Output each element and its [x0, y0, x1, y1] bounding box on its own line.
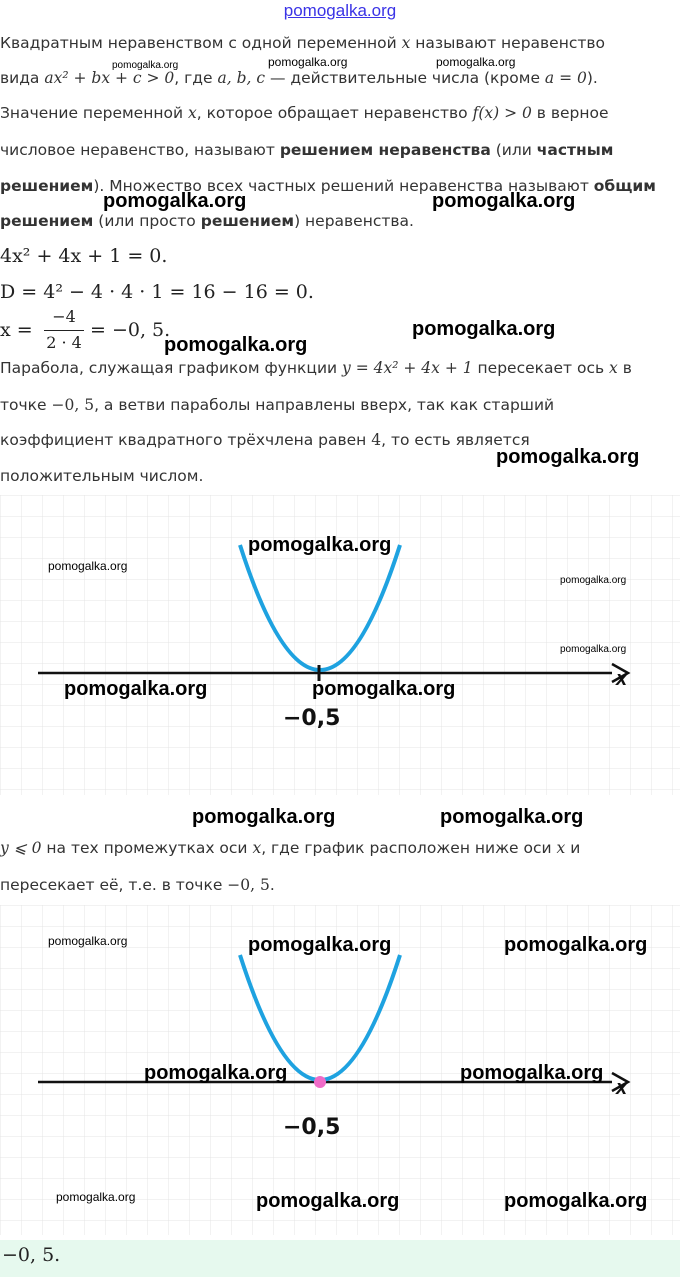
watermark: pomogalka.org [432, 190, 576, 212]
watermark: pomogalka.org [412, 318, 556, 340]
definition-line-4: числовое неравенство, называют решением неравенства (или частным [0, 141, 614, 159]
answer-box [0, 1240, 680, 1277]
definition-line-5: решением). Множество всех частных решений неравенства называют общим [0, 177, 656, 195]
watermark: pomogalka.org [504, 934, 648, 956]
watermark: pomogalka.org [256, 1190, 400, 1212]
definition-line-6: решением (или просто решением) неравенства. [0, 212, 414, 230]
watermark: pomogalka.org [560, 644, 627, 655]
definition-line-2: вида ax² + bx + c > 0, где a, b, c — действительные числа (кроме a = 0). [0, 69, 598, 87]
parabola-line-4: положительным числом. [0, 467, 204, 485]
parabola-line-3: коэффициент квадратного трёхчлена равен 4, то есть является [0, 431, 530, 449]
watermark: pomogalka.org [248, 934, 392, 956]
watermark: pomogalka.org [560, 575, 627, 586]
site-link[interactable]: pomogalka.org [283, 1, 397, 20]
watermark: pomogalka.org [144, 1062, 288, 1084]
watermark: pomogalka.org [436, 55, 516, 69]
watermark: pomogalka.org [48, 934, 128, 948]
watermark: pomogalka.org [112, 60, 179, 71]
equation-1: 4x² + 4x + 1 = 0. [0, 245, 168, 267]
parabola-line-1: Парабола, служащая графиком функции y = 4x² + 4x + 1 пересекает ось x в [0, 359, 632, 377]
watermark: pomogalka.org [56, 1190, 136, 1204]
watermark: pomogalka.org [64, 678, 208, 700]
equation-discriminant: D = 4² − 4 · 4 · 1 = 16 − 16 = 0. [0, 281, 314, 303]
watermark: pomogalka.org [504, 1190, 648, 1212]
watermark: pomogalka.org [103, 190, 247, 212]
watermark: pomogalka.org [312, 678, 456, 700]
vertex-dot [314, 1076, 326, 1088]
answer-value: −0, 5. [2, 1244, 61, 1266]
x-axis-label: x [616, 1077, 628, 1099]
condition-line-2: пересекает её, т.е. в точке −0, 5. [0, 876, 275, 894]
vertex-label: −0,5 [283, 1115, 341, 1140]
watermark: pomogalka.org [496, 446, 640, 468]
watermark: pomogalka.org [440, 806, 584, 828]
watermark: pomogalka.org [48, 559, 128, 573]
definition-line-1: Квадратным неравенством с одной переменной x называют неравенство [0, 34, 606, 52]
watermark: pomogalka.org [192, 806, 336, 828]
x-axis-label: x [616, 668, 628, 690]
condition-line-1: y ⩽ 0 на тех промежутках оси x, где график расположен ниже оси x и [0, 839, 581, 857]
watermark: pomogalka.org [268, 55, 348, 69]
watermark: pomogalka.org [248, 534, 392, 556]
parabola-line-2: точке −0, 5, а ветви параболы направлены вверх, так как старший [0, 396, 555, 414]
definition-line-3: Значение переменной x, которое обращает неравенство f(x) > 0 в верное [0, 104, 609, 122]
watermark: pomogalka.org [460, 1062, 604, 1084]
watermark: pomogalka.org [164, 334, 308, 356]
vertex-label: −0,5 [283, 706, 341, 731]
